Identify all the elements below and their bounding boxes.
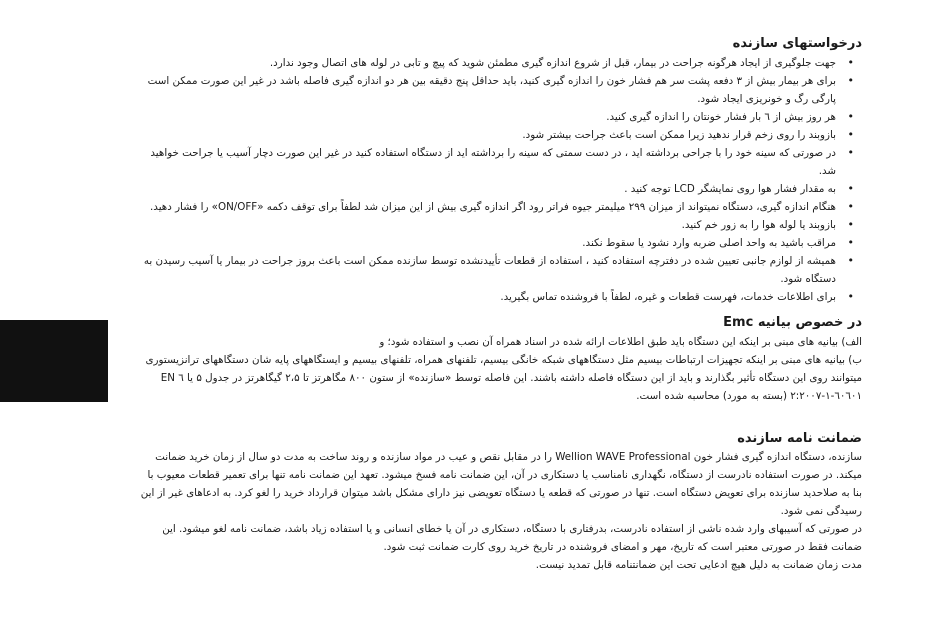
- warranty-paragraph: سازنده، دستگاه اندازه گیری فشار خون Wellion WAVE Professional را در مقابل نقص و عیب در مواد سازنده و روند ساخت به مدت دو سال از زمان خرید ضمانت میکند. در صورت استفاده نادرست از دستگاه، نگهداری نامناسب یا دستکاری در آن، این ضمانت نامه فسخ میشود. تعهد این ضمانت نامه تنها برای تعمیر قطعات معیوب با بنا به صلاحدید سازنده برای تعویض دستگاه است. تنها در صورتی که قطعه یا دستگاه تعویضی نیز دارای مشکل باشد میتوان قرارداد خرید را لغو کرد. به ادعاهای غیر از این رسیدگی نمی شود.: [140, 451, 862, 517]
- list-item-text: جهت جلوگیری از ایجاد هرگونه جراحت در بیمار، قبل از شروع اندازه گیری مطمئن شوید که پیچ و تابی در لوله های اتصال وجود ندارد.: [269, 57, 836, 69]
- list-item: [140, 288, 862, 306]
- list-item: [140, 126, 862, 144]
- warranty-paragraph: مدت زمان ضمانت به دلیل هیچ ادعایی تحت این ضمانتنامه قابل تمدید نیست.: [535, 559, 862, 571]
- list-item: [140, 234, 862, 252]
- bullet-icon: •: [847, 236, 854, 249]
- list-item: [140, 198, 862, 216]
- list-item: [140, 144, 862, 180]
- list-item-text: هنگام اندازه گیری، دستگاه نمیتواند از میزان ۲۹۹ میلیمتر جیوه فراتر رود اگر اندازه گیری بیش از این میزان شد لطفاً برای توقف دکمه «ON/OFF» را فشار دهید.: [150, 201, 836, 213]
- bullet-icon: •: [847, 218, 854, 231]
- list-item: [140, 54, 862, 72]
- bullet-icon: •: [847, 110, 854, 123]
- list-item-text: در صورتی که سینه خود را با جراحی برداشته اید ، در دست سمتی که سینه را برداشته اید از دستگاه استفاده کنید در غیر این صورت دچار آسیب یا جراحت خواهید شد.: [150, 147, 836, 177]
- bullet-icon: •: [847, 56, 854, 69]
- list-item: [140, 72, 862, 108]
- warranty-body: [140, 448, 862, 574]
- bullet-icon: •: [847, 74, 854, 87]
- list-item: [140, 216, 862, 234]
- emc-paragraph-b: ب) بیانیه های مبنی بر اینکه تجهیزات ارتباطات بیسیم مثل دستگاههای شبکه خانگی بیسیم، تلفنهای همراه، تلفنهای بیسیم و ایستگاههای پایه شان دستگاههای ترانزیستوری میتوانند روی این دستگاه تأثیر بگذارند و باید از این دستگاه فاصله داشته باشند. این فاصله توسط «سازنده» از ستون ۸۰۰ مگاهرتز تا ۲،۵ گیگاهرتز در جدول ۵ یا ٦ EN ٦٠٦٠١-١-٢:٢٠٠٧ (بسته به مورد) محاسبه شده است.: [145, 354, 862, 402]
- bullet-icon: •: [847, 200, 854, 213]
- list-item: [140, 252, 862, 288]
- list-item-text: برای هر بیمار بیش از ۳ دفعه پشت سر هم فشار خون را اندازه گیری کنید، باید حداقل پنج دقیقه بین هر دو اندازه گیری فاصله باشد در غیر این صورت ممکن است پارگی رگ و خونریزی ایجاد شود.: [147, 75, 836, 105]
- emc-body: [140, 333, 862, 405]
- warranty-heading: ضمانت نامه سازنده: [737, 431, 862, 446]
- warranty-paragraph: در صورتی که آسیبهای وارد شده ناشی از استفاده نادرست، بدرفتاری با دستگاه، دستکاری در آن یا خطای انسانی و یا استفاده زیاد باشد، ضمانت نامه لغو میشود. این ضمانت فقط در صورتی معتبر است که تاریخ، مهر و امضای فروشنده در تاریخ خرید روی کارت ضمانت ثبت شود.: [162, 523, 862, 553]
- list-item-text: برای اطلاعات خدمات، فهرست قطعات و غیره، لطفاً با فروشنده تماس بگیرید.: [500, 291, 836, 303]
- bullet-icon: •: [847, 254, 854, 267]
- requirements-heading: درخواستهای سازنده: [732, 36, 862, 51]
- bullet-icon: •: [847, 128, 854, 141]
- list-item-text: مراقب باشید به واحد اصلی ضربه وارد نشود یا سقوط نکند.: [582, 237, 836, 249]
- emc-paragraph-a: الف) بیانیه های مبنی بر اینکه این دستگاه باید طبق اطلاعات ارائه شده در اسناد همراه آن نصب و استفاده شود؛ و: [379, 336, 862, 348]
- bullet-icon: •: [847, 290, 854, 303]
- side-tab-marker: [0, 320, 108, 402]
- list-item-text: بازوبند را روی زخم قرار ندهید زیرا ممکن است باعث جراحت بیشتر شود.: [522, 129, 836, 141]
- list-item: [140, 108, 862, 126]
- emc-heading: در خصوص بیانیه Emc: [723, 315, 862, 330]
- bullet-icon: •: [847, 182, 854, 195]
- list-item-text: همیشه از لوازم جانبی تعیین شده در دفترچه استفاده کنید ، استفاده از قطعات تأییدنشده توسط سازنده ممکن است باعث بروز جراحت در بیمار یا آسیب رسیدن به دستگاه شود.: [143, 255, 836, 285]
- list-item-text: به مقدار فشار هوا روی نمایشگر LCD توجه کنید .: [624, 183, 836, 195]
- bullet-icon: •: [847, 146, 854, 159]
- requirements-list: [140, 54, 862, 306]
- list-item-text: بازوبند یا لوله هوا را به زور خم کنید.: [681, 219, 836, 231]
- list-item: [140, 180, 862, 198]
- list-item-text: هر روز بیش از ٦ بار فشار خونتان را اندازه گیری کنید.: [606, 111, 836, 123]
